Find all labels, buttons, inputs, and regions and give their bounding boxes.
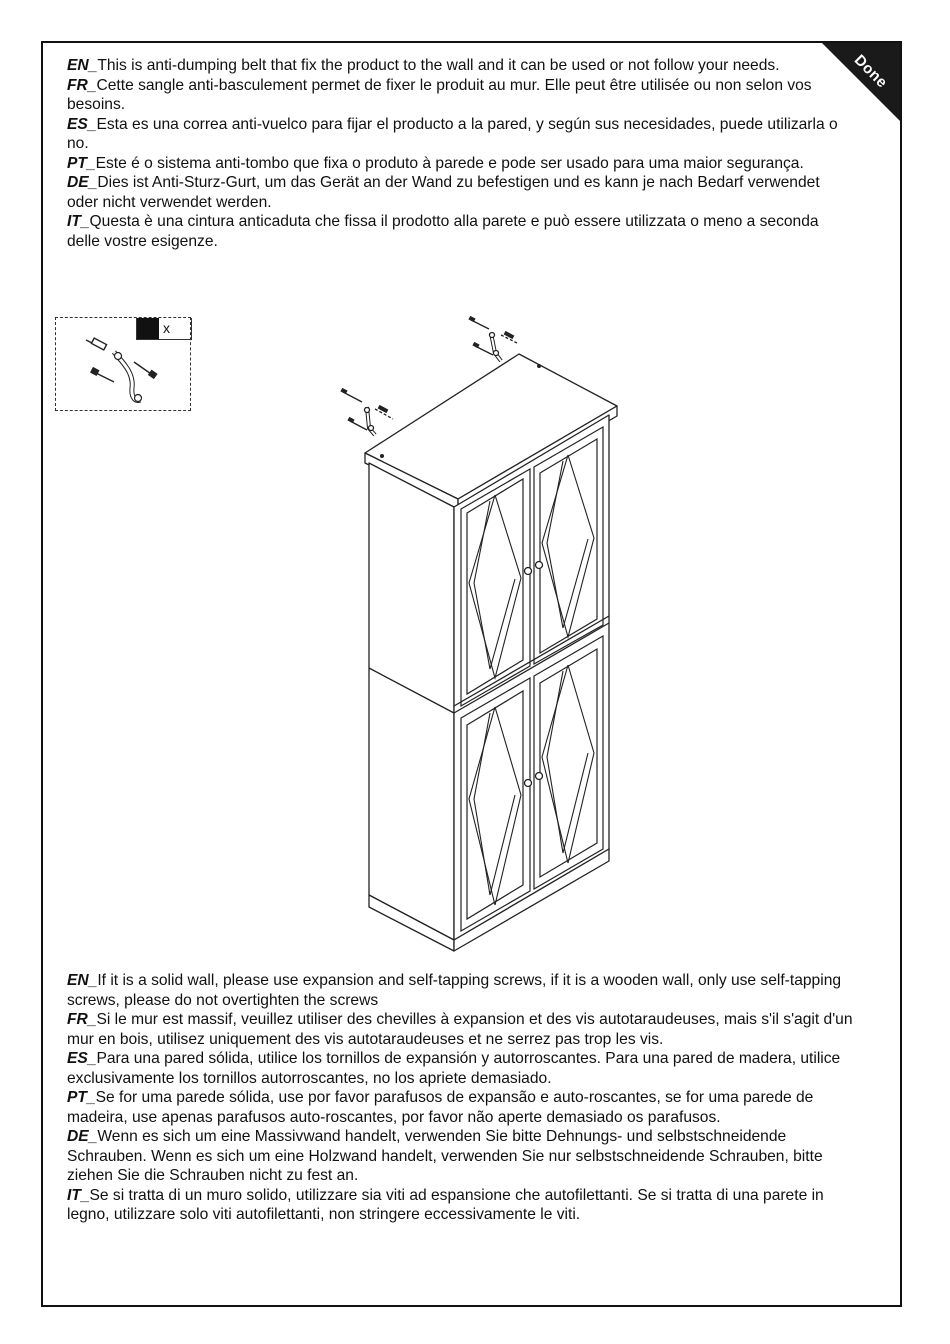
screw-instruction-de: DE_Wenn es sich um eine Massivwand handelt, verwenden Sie bitte Dehnungs- und selbstschneidende Schrauben. Wenn es sich um eine Holzwand handelt, verwenden Sie nur selbstschneidende Schrauben, bitte ziehen Sie die Schrauben nicht zu fest an. (67, 1128, 823, 1184)
instruction-page-frame (41, 41, 902, 1307)
wall-fixing-screw-instructions (67, 971, 857, 1225)
instruction-en: EN_This is anti-dumping belt that fix the product to the wall and it can be used or not follow your needs. (67, 57, 780, 74)
instruction-pt: PT_Este é o sistema anti-tombo que fixa o produto à parede e pode ser usado para uma maior segurança. (67, 154, 804, 172)
done-label: Done (850, 51, 891, 92)
screw-instruction-it: IT_Se si tratta di un muro solido, utilizzare sia viti ad espansione che autofilettanti. Se si tratta di una parete in legno, utilizzare solo viti autofilettanti, non stringere eccessivamente le viti. (67, 1186, 824, 1223)
cabinet-front (454, 415, 609, 940)
screw-instruction-en: EN_If it is a solid wall, please use expansion and self-tapping screws, if it is a wooden wall, only use self-tapping screws, please do not overtighten the screws (67, 972, 842, 1009)
instruction-it: IT_Questa è una cintura anticaduta che fissa il prodotto alla parete e può essere utilizzata o meno a seconda delle vostre esigenze. (67, 213, 819, 250)
cabinet-side (369, 463, 454, 940)
instruction-de: DE_Dies ist Anti-Sturz-Gurt, um das Gerät an der Wand zu befestigen und es kann je nach Bedarf verwendet oder nicht verwendet werden. (67, 174, 820, 211)
screw-instruction-es: ES_Para una pared sólida, utilice los tornillos de expansión y autorroscantes. Para una pared de madera, utilice exclusivamente los tornillos autorroscantes, no los apriete demasiado. (67, 1050, 841, 1087)
instruction-fr: FR_Cette sangle anti-basculement permet de fixer le produit au mur. Elle peut être utilisée ou non selon vos besoins. (67, 76, 812, 113)
instruction-es: ES_Esta es una correa anti-vuelco para fijar el producto a la pared, y según sus necesidades, puede utilizarla o no. (67, 115, 838, 152)
screw-instruction-pt: PT_Se for uma parede sólida, use por favor parafusos de expansão e auto-roscantes, se for uma parede de madeira, use apenas parafusos auto-roscantes, por favor não aperte demasiado os parafusos. (67, 1089, 814, 1126)
screw-instruction-fr: FR_Si le mur est massif, veuillez utiliser des chevilles à expansion et des vis autotaraudeuses, mais s'il s'agit d'un mur en bois, utilisez uniquement des vis autotaraudeuses et ne serrez pas trop les vis. (67, 1011, 853, 1048)
quantity-marker: x (163, 320, 170, 336)
